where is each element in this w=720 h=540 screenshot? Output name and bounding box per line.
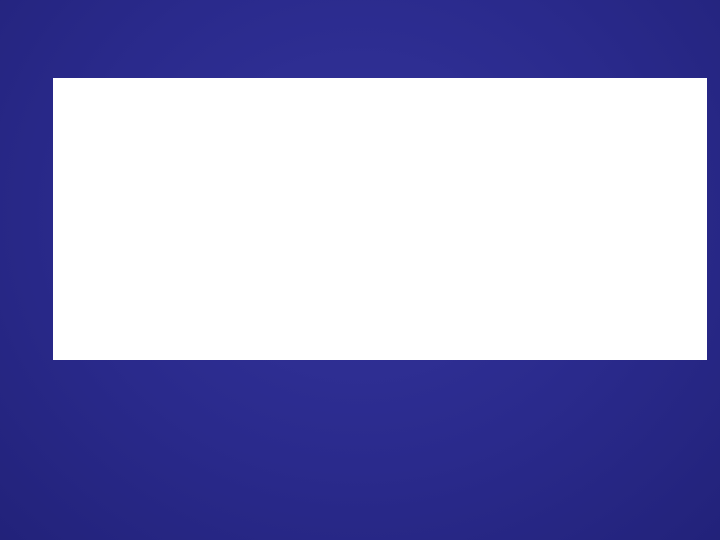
- blastula-diagram: [53, 78, 707, 360]
- figure-panel: [53, 78, 707, 360]
